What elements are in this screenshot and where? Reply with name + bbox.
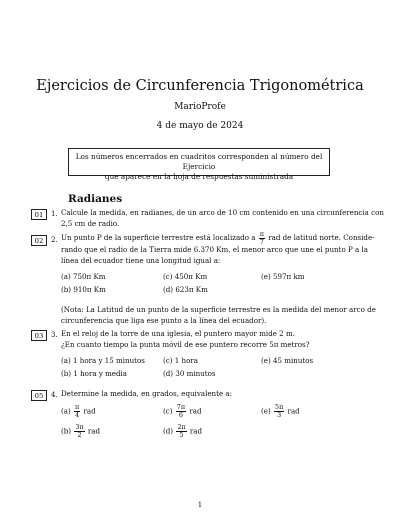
fraction [176,424,186,439]
date: 4 de mayo de 2024 [156,121,244,131]
question-2 [61,230,375,266]
unit: rad [83,406,96,416]
question-text: ¿En cuanto tiempo la punta móvil de ese puntero recorre 5π metros? [61,339,310,349]
option-a: (a) 750π Km [61,272,106,281]
numerator: 7π [176,403,186,411]
question-text: rad de latitud norte. Conside- [268,233,375,242]
question-text: 2,5 cm de radio. [61,218,120,228]
unit: rad [189,426,203,436]
exercise-number-box: 02 [31,235,47,246]
option-b [61,424,100,439]
instructions-line-1: Los números encerrados en cuadritos corresponden al número del Ejercicio [75,152,323,171]
question-number: 4. [51,390,58,399]
instructions-line-2: que aparece en la hoja de respuestas suministrada [104,172,294,181]
option-e: (e) 597π km [261,272,305,281]
option-d: (d) 623π Km [163,285,208,294]
option-a [61,404,96,419]
question-text: Calcule la medida, en radianes, de un arco de 10 cm contenido en una circunferencia con [61,208,384,217]
denominator: 7 [259,237,264,246]
numerator: 3π [75,423,84,431]
question-number: 2. [51,235,58,244]
denominator: 6 [178,411,183,419]
option-label: (e) [261,406,271,416]
option-label: (c) [163,406,173,416]
exercise-number-box: 01 [31,209,47,220]
unit: rad [87,426,101,436]
option-b: (b) 1 hora y media [61,369,128,378]
option-e: (e) 45 minutos [261,356,314,365]
option-c: (c) 450π Km [163,272,208,281]
denominator: 2 [77,431,82,439]
denominator: 4 [75,411,80,419]
option-label: (a) [61,406,71,416]
question-1 [61,208,384,229]
option-b: (b) 910π Km [61,285,106,294]
fraction [176,404,186,419]
denominator: 5 [179,431,184,439]
section-heading: Radianes [68,193,123,205]
note-text: circunferencia que liga ese punto a la línea del ecuador). [61,315,267,325]
question-number: 1. [51,209,58,218]
question-number: 3. [51,330,58,339]
author: MarioProfe [174,102,226,112]
question-4 [61,389,232,400]
option-c [163,404,202,419]
question-note [61,305,376,326]
fraction [259,231,265,246]
option-c: (c) 1 hora [163,356,198,365]
question-text: Determine la medida, en grados, equivalente a: [61,389,233,398]
page-title: Ejercicios de Circunferencia Trigonométrica [36,78,364,94]
note-text: (Nota: La Latitud de un punto de la superficie terrestre es la medida del menor arco de [61,305,376,314]
question-text: rando que el radio de la Tierra mide 6.370 Km, el menor arco que une el punto P a la [61,245,368,254]
unit: rad [287,406,300,416]
page-number: 1 [197,501,203,509]
question-text: Un punto P de la superficie terrestre está localizado a [61,233,256,242]
question-3 [61,329,310,350]
option-d [163,424,202,439]
fraction [74,424,84,439]
numerator: 5π [275,403,284,411]
denominator: 3 [277,411,282,419]
numerator: π [75,403,80,411]
exercise-number-box: 05 [31,390,47,401]
fraction [74,404,80,419]
option-d: (d) 30 minutos [163,369,216,378]
option-a: (a) 1 hora y 15 minutos [61,356,145,365]
question-text: En el reloj de la torre de una iglesia, el puntero mayor mide 2 m. [61,329,295,338]
numerator: π [259,229,264,238]
instructions-box [68,148,330,181]
numerator: 2π [177,423,186,431]
question-text: línea del ecuador tiene una longitud igual a: [61,255,221,265]
option-e [261,404,300,419]
exercise-number-box: 03 [31,330,47,341]
unit: rad [189,406,202,416]
option-label: (b) [61,426,72,436]
fraction [274,404,284,419]
option-label: (d) [163,426,174,436]
